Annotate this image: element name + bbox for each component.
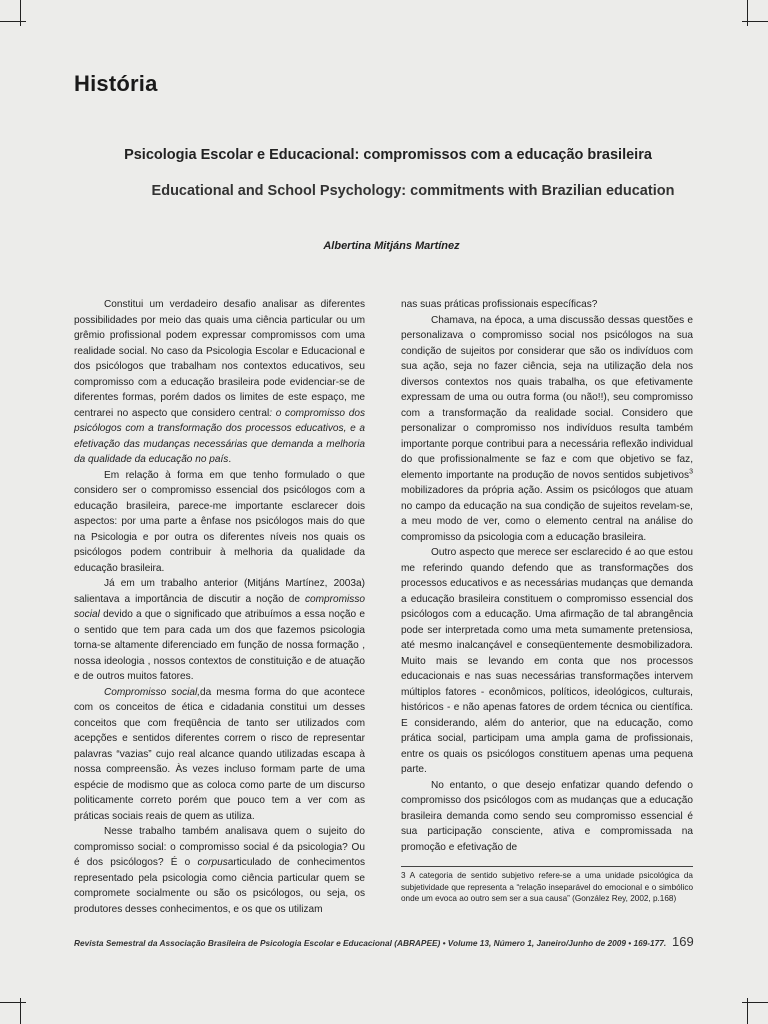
article-title-portuguese: Psicologia Escolar e Educacional: compromissos com a educação brasileira: [124, 147, 652, 163]
left-column: [74, 297, 365, 917]
paragraph: Em relação à forma em que tenho formulado o que considero ser o compromisso essencial dos psicólogos com a educação brasileira, parece-me importante esclarecer dois aspectos: por uma parte a ênfase nos psicólogos mais do que na Psicologia e por outra os diferentes níveis nos quais os psicólogos podem contribuir à melhoria da qualidade da educação brasileira.: [74, 469, 365, 574]
paragraph: [74, 297, 365, 468]
text-span: .: [228, 454, 232, 465]
text-span: Constitui um verdadeiro desafio analisar as diferentes possibilidades por meio das quais uma ciência particular ou um grêmio profissional podem expressar compromissos com uma realidade social. No caso da Psicologia Escolar e Educacional e dos psicólogos que trabalham nos contextos educativos, seu compromisso com a educação brasileira pode evidenciar-se de diferentes formas, porém dados os limites de este espaço, me centrarei no aspecto que considero central: [74, 299, 365, 419]
paragraph: [74, 576, 365, 685]
text-span: da mesma forma do que acontece com os conceitos de ética e cidadania constitui um desses conceitos que com freqüência de tanto ser utilizados com acepções e sentidos diferentes correm o risco de representar palavras “vazias” cujo real alcance quando utilizadas escapa à nossa compreensão. Às vezes incluso formam parte de uma espécie de modismo que as coloca como parte de um discurso politicamente correto porém que pouco tem a ver com as práticas sociais reais de quem as utiliza.: [74, 686, 365, 822]
paragraph: No entanto, o que desejo enfatizar quando defendo o compromisso dos psicólogos com as mudanças que a educação brasileira demanda como sendo seu compromisso essencial é sua participação consciente, ativa e compromissada na promoção e efetivação de: [401, 779, 693, 853]
author-name: Albertina Mitjáns Martínez: [323, 240, 460, 252]
paragraph: Outro aspecto que merece ser esclarecido é ao que estou me referindo quando defendo que as transformações dos processos educativos e as necessárias mudanças que demanda a educação brasileira constituem o compromisso essencial dos psicólogos com a educação. Uma afirmação de tal abrangência pode ser interpretada como uma meta sumamente pretensiosa, até mesmo inalcançável e conseqüentemente desmobilizadora. Muito mais se levando em conta que nos processos educacionais e nas suas necessárias transformações intervem múltiplos fatores - econômicos, políticos, ideológicos, culturais, históricos - e não apenas fatores de ordem técnica ou científica. E considerando, além do anterior, que na educação, como prática social, participam uma ampla gama de profissionais, entre os quais os psicólogos constituem apenas uma pequena parte.: [401, 547, 693, 775]
page-number: 169: [672, 934, 694, 949]
crop-mark: [747, 0, 748, 26]
paragraph: [74, 685, 365, 825]
emphasis-text: Compromisso social,: [104, 686, 201, 698]
crop-mark: [0, 1002, 26, 1003]
crop-mark: [742, 21, 768, 22]
paragraph: [401, 313, 693, 546]
running-footer: Revista Semestral da Associação Brasileira de Psicologia Escolar e Educacional (ABRAPEE) • Volume 13, Número 1, Janeiro/Junho de 2009 • 169-177.: [74, 938, 667, 948]
text-span: Já em um trabalho anterior (Mitjáns Martínez, 2003a) salientava a importância de discutir a noção de: [74, 578, 365, 605]
emphasis-text: : o compromisso dos psicólogos com a transformação dos processos educativos, e a efetivação das mudanças necessárias que demanda a melhoria da qualidade da educação no país: [74, 407, 365, 465]
text-span: Nesse trabalho também analisava quem o sujeito do compromisso social: o compromisso social é da psicologia? Ou é dos psicólogos? É o: [74, 826, 365, 868]
crop-mark: [20, 0, 21, 26]
crop-mark: [0, 21, 26, 22]
text-span: Chamava, na época, a uma discussão dessas questões e personalizava o compromisso social nos psicólogos na sua condição de sujeitos por considerar que são os indivíduos com sua ação, seja no fazer ciência, seja na utilização dela nos diversos contextos nos quais trabalha, os que efetivamente expressam de uma ou outra forma (ou não!!), seu compromisso com a transformação da realidade social. Considero que personalizar o compromisso nos indivíduos resulta também importante porque contribui para a necessária reflexão individual do que profissionalmente se faz e com que objetivo se faz, elemento importante na produção de novos sentidos subjetivos: [401, 314, 693, 481]
footnote: 3 A categoria de sentido subjetivo refere-se a uma unidade psicológica da subjetividade que representa a “relação inseparável do emocional e o simbólico onde um evoca ao outro sem ser a sua causa” (González Rey, 2002, p.168): [401, 871, 693, 904]
emphasis-text: corpus: [197, 857, 228, 868]
right-column: [401, 297, 693, 855]
emphasis-text: compromisso social: [74, 593, 365, 620]
article-title-english: Educational and School Psychology: commitments with Brazilian education: [151, 183, 675, 199]
footnote-marker: 3: [689, 468, 693, 476]
text-span: devido a que o significado que atribuímos a essa noção e o sentido que tem para cada um dos que fazemos psicologia torna-se altamente diferenciado em função de nossa formação , nossa ideologia , nossos contextos de constituição e de atuação e de outros muitos fatores.: [74, 609, 365, 682]
paragraph: nas suas práticas profissionais específicas?: [401, 299, 598, 310]
text-span: articulado de conhecimentos representado pela psicologia como ciência particular quem se compromete socialmente ou são os psicólogos, ou seja, os produtores desses conhecimentos, e os que os utilizam: [74, 857, 365, 915]
section-title: História: [74, 71, 158, 96]
paragraph: [74, 824, 365, 917]
crop-mark: [742, 1002, 768, 1003]
footnote-divider: [401, 866, 693, 867]
text-span: mobilizadores da própria ação. Assim os psicólogos que atuam no campo da educação na sua condição de sujeitos revelam-se, a meu modo de ver, como o elemento central na análise do compromisso da psicologia com a educação brasileira.: [401, 485, 693, 543]
